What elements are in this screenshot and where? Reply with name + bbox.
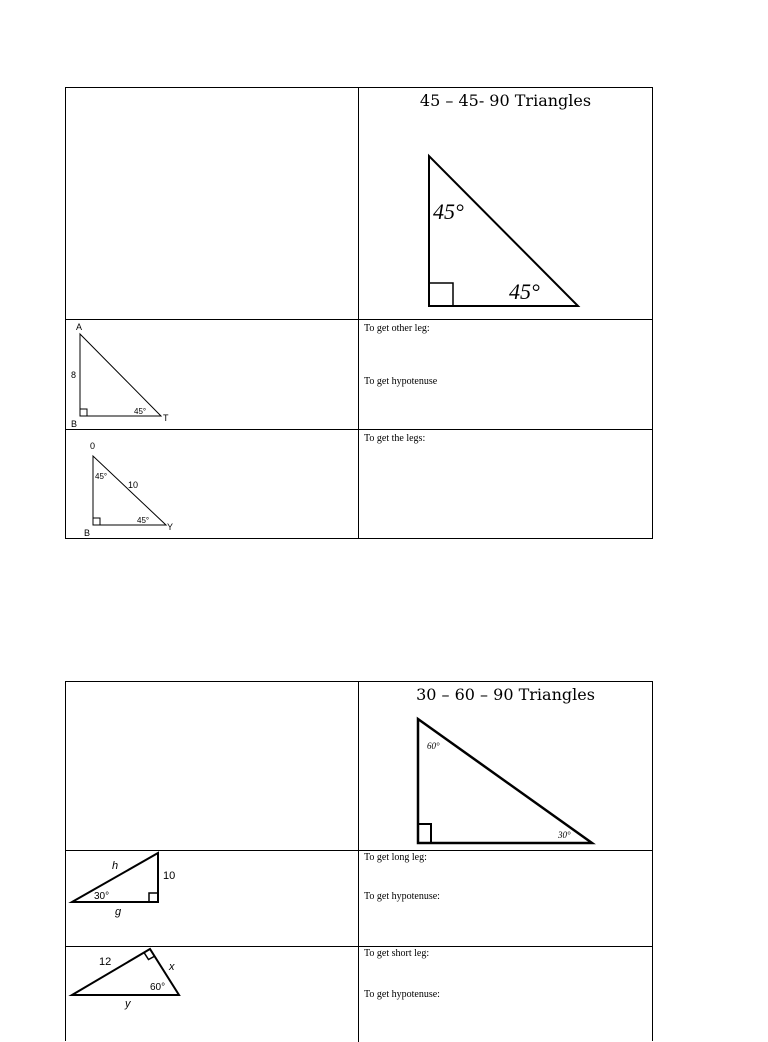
note-short-leg: To get short leg: — [364, 948, 430, 959]
vertex-t-label: T — [163, 413, 169, 423]
angle-label-right: 45° — [509, 279, 540, 304]
side-ab-label: 8 — [71, 370, 77, 380]
base-label: g — [115, 906, 122, 918]
figure-cell — [66, 430, 359, 538]
side-label: 10 — [163, 870, 176, 882]
figure-cell — [66, 320, 359, 429]
table-row — [66, 947, 652, 1042]
angle-label: 60° — [150, 982, 166, 993]
angle-right-label: 45° — [137, 516, 150, 525]
table-title: 30 – 60 – 90 Triangles — [416, 685, 595, 704]
figure-cell — [66, 851, 359, 946]
angle-label-top: 45° — [433, 199, 464, 224]
vertex-b-label: B — [71, 419, 78, 429]
notes-cell — [359, 320, 652, 429]
angle-top-label: 45° — [95, 472, 108, 481]
base-label: y — [125, 998, 131, 1010]
table-title: 45 – 45- 90 Triangles — [419, 91, 592, 110]
table-row — [66, 430, 652, 538]
angle-label-right: 30° — [558, 830, 571, 840]
note-legs: To get the legs: — [364, 433, 426, 444]
hypotenuse-label: 12 — [99, 956, 112, 968]
title-cell — [359, 88, 652, 319]
blank-cell — [66, 682, 359, 850]
note-hypotenuse: To get hypotenuse: — [364, 989, 440, 1000]
table-header-row — [66, 682, 652, 851]
title-cell — [359, 682, 652, 850]
table-row — [66, 320, 652, 430]
hypotenuse-label: h — [112, 860, 119, 872]
triangle-12-x-y-diagram — [66, 947, 359, 1042]
table-30-60-90 — [65, 681, 653, 1041]
hypotenuse-label: 10 — [128, 480, 139, 490]
table-row — [66, 851, 652, 947]
note-long-leg: To get long leg: — [364, 852, 427, 863]
triangle-45-45-90-diagram — [359, 88, 653, 320]
vertex-b-label: B — [84, 528, 91, 538]
angle-label-top: 60° — [427, 741, 440, 751]
note-other-leg: To get other leg: — [364, 323, 430, 334]
triangle-0by-diagram — [66, 430, 359, 538]
table-45-45-90 — [65, 87, 653, 539]
triangle-h-g-diagram — [66, 851, 359, 947]
table-header-row — [66, 88, 652, 320]
notes-cell — [359, 851, 652, 946]
triangle-abt-diagram — [66, 320, 359, 430]
vertex-y-label: Y — [167, 522, 174, 532]
vertex-a-label: A — [76, 322, 83, 332]
triangle-30-60-90-diagram — [359, 682, 653, 851]
angle-label: 45° — [134, 407, 147, 416]
angle-label: 30° — [94, 891, 110, 902]
notes-cell — [359, 947, 652, 1042]
side-label: x — [169, 961, 175, 973]
blank-cell — [66, 88, 359, 319]
vertex-top-label: 0 — [90, 441, 96, 451]
figure-cell — [66, 947, 359, 1042]
notes-cell — [359, 430, 652, 538]
note-hypotenuse: To get hypotenuse — [364, 376, 438, 387]
note-hypotenuse: To get hypotenuse: — [364, 891, 440, 902]
